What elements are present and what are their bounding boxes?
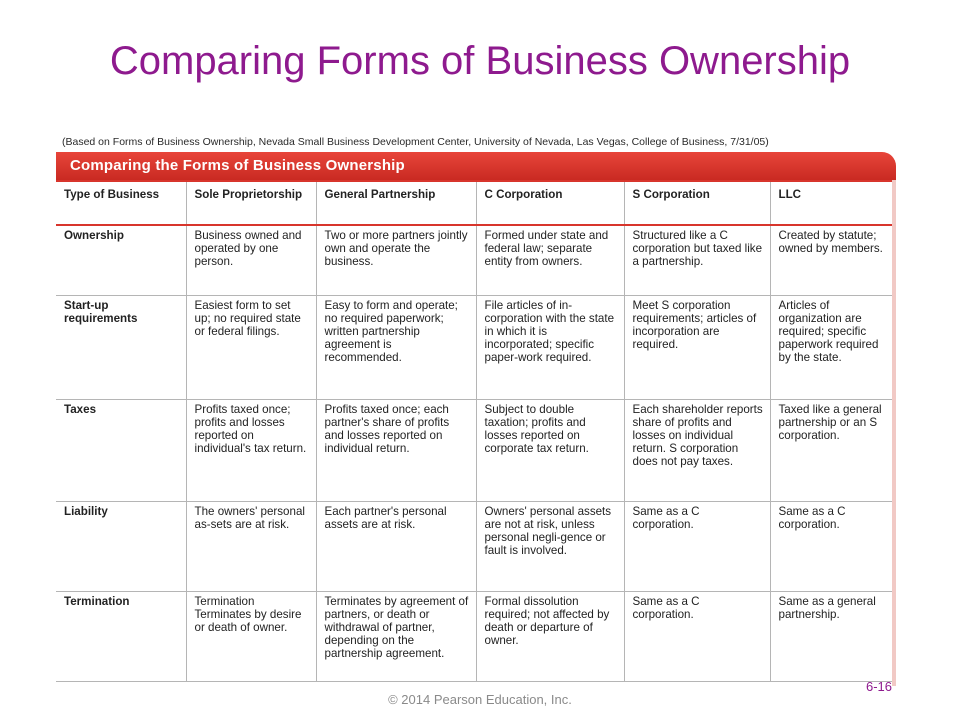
source-note: (Based on Forms of Business Ownership, Nevada Small Business Development Center, University of Nevada, Las Vegas, College of Business, 7/31/05) — [62, 136, 769, 148]
table-cell: Termination Terminates by desire or death of owner. — [186, 592, 316, 682]
copyright-footer: © 2014 Pearson Education, Inc. — [388, 692, 572, 707]
table-cell: Profits taxed once; profits and losses reported on individual's tax return. — [186, 400, 316, 502]
row-label: Start-up requirements — [56, 296, 186, 400]
row-label: Termination — [56, 592, 186, 682]
row-label: Ownership — [56, 225, 186, 296]
table-cell: Each shareholder reports share of profits and losses on individual return. S corporation does not pay taxes. — [624, 400, 770, 502]
table-cell: Same as a general partnership. — [778, 595, 876, 621]
table-cell: Formal dissolution required; not affected by death or departure of owner. — [476, 592, 624, 682]
comparison-table — [56, 182, 892, 682]
column-header: Type of Business — [56, 182, 186, 225]
table-cell: Created by statute; owned by members. — [778, 229, 883, 255]
table-cell: Owners' personal assets are not at risk, unless personal negli-gence or fault is involved. — [476, 502, 624, 592]
table-cell: File articles of in-corporation with the state in which it is incorporated; specific paper-work required. — [476, 296, 624, 400]
row-label: Liability — [56, 502, 186, 592]
column-header: General Partnership — [316, 182, 476, 225]
table-cell: Formed under state and federal law; separate entity from owners. — [476, 225, 624, 296]
table-cell: Subject to double taxation; profits and losses reported on corporate tax return. — [476, 400, 624, 502]
column-header: LLC — [770, 182, 892, 225]
table-cell: Structured like a C corporation but taxed like a partnership. — [624, 225, 770, 296]
table-row — [56, 502, 892, 592]
slide-title: Comparing Forms of Business Ownership — [109, 39, 851, 83]
table-cell: Terminates by agreement of partners, or death or withdrawal of partner, depending on the partnership agreement. — [316, 592, 476, 682]
column-header: C Corporation — [476, 182, 624, 225]
table-cell: Same as a C corporation. — [624, 502, 770, 592]
table-title-bar — [56, 152, 896, 182]
column-header: Sole Proprietorship — [186, 182, 316, 225]
table-header-row — [56, 182, 892, 225]
table-row — [56, 296, 892, 400]
table-cell: Articles of organization are required; specific paperwork required by the state. — [778, 299, 879, 364]
column-header: S Corporation — [624, 182, 770, 225]
table-cell: Meet S corporation requirements; articles of incorporation are required. — [624, 296, 770, 400]
table-title: Comparing the Forms of Business Ownership — [70, 157, 405, 174]
table-cell: Two or more partners jointly own and operate the business. — [316, 225, 476, 296]
table-cell: Same as a C corporation. — [624, 592, 770, 682]
row-label: Taxes — [56, 400, 186, 502]
table-cell: Profits taxed once; each partner's share of profits and losses reported on individual return. — [316, 400, 476, 502]
table-edge-decoration — [892, 180, 896, 686]
table-cell: Business owned and operated by one person. — [186, 225, 316, 296]
table-row — [56, 225, 892, 296]
table-row — [56, 592, 892, 682]
table-cell: Same as a C corporation. — [778, 505, 846, 531]
comparison-table-figure — [56, 152, 896, 686]
table-cell: The owners' personal as-sets are at risk. — [186, 502, 316, 592]
table-cell: Taxed like a general partnership or an S corporation. — [778, 403, 882, 442]
page-number: 6-16 — [866, 679, 893, 694]
table-cell: Each partner's personal assets are at risk. — [316, 502, 476, 592]
table-cell: Easy to form and operate; no required paperwork; written partnership agreement is recommended. — [316, 296, 476, 400]
table-row — [56, 400, 892, 502]
table-cell: Easiest form to set up; no required state or federal filings. — [186, 296, 316, 400]
